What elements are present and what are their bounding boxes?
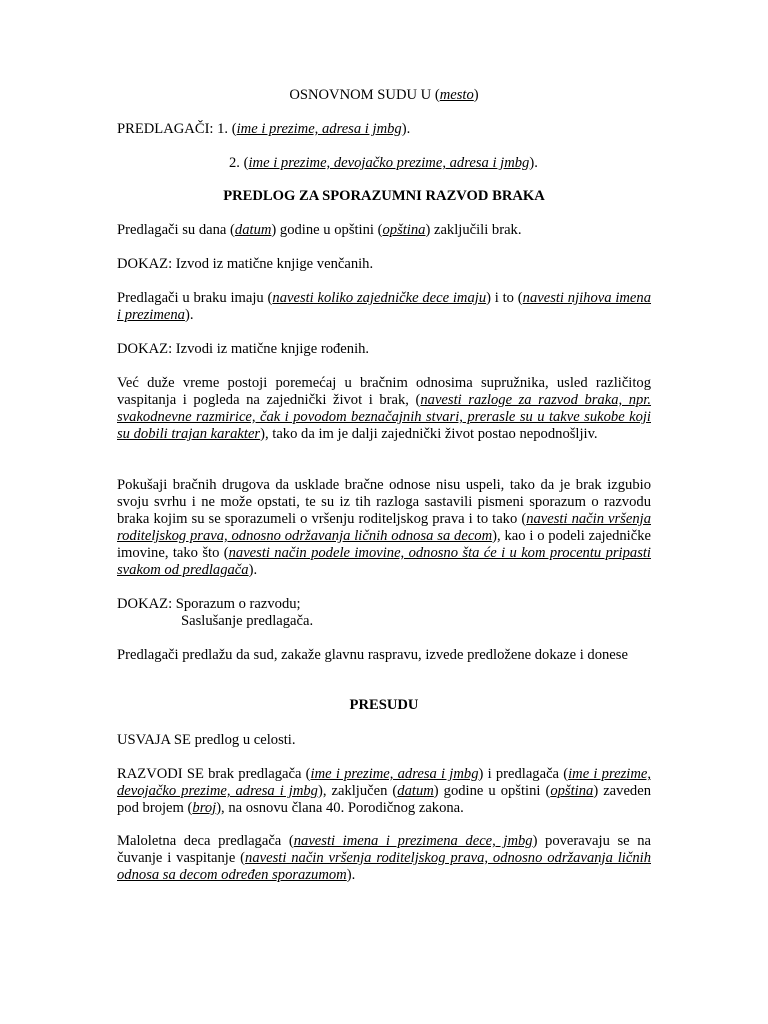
text: ), zaključen (	[317, 783, 398, 799]
children-names-placeholder: navesti imena i prezimena dece, jmbg	[293, 833, 533, 849]
proof-3-line-1: DOKAZ: Sporazum o razvodu;	[117, 596, 301, 612]
text: ) poveravaju se na čuvanje i vaspitanje (	[117, 833, 651, 866]
petitioner-1-line	[117, 121, 651, 138]
petitioner-1-placeholder: ime i prezime, adresa i jmbg	[236, 121, 402, 137]
petitioner-2-placeholder: ime i prezime, devojačko prezime, adresa i jmbg	[248, 155, 530, 171]
court-place-placeholder: mesto	[439, 87, 474, 103]
divorce-reasons-placeholder: navesti razloge za razvod braka, npr. svakodnevne razmirice, čak i povodom beznačajnih stvari, prerasle su u takve sukobe koji su dobili trajan karakter	[117, 392, 652, 442]
text: ).	[248, 562, 258, 578]
children-count-placeholder: navesti koliko zajedničke dece imaju	[272, 290, 487, 306]
paragraph-minors	[117, 833, 651, 884]
municipality-placeholder: opština	[382, 222, 426, 238]
court-prefix: OSNOVNOM SUDU U (	[289, 87, 440, 103]
date-placeholder: datum	[397, 783, 434, 799]
text: ) godine u opštini (	[433, 783, 551, 799]
custody-placeholder: navesti način vršenja roditeljskog prava, odnosno održavanja ličnih odnosa sa decom	[117, 511, 651, 544]
custody-placeholder: navesti način vršenja roditeljskog prava, odnosno održavanja ličnih odnosa sa decom određen sporazumom	[117, 850, 651, 883]
paragraph-children	[117, 290, 651, 324]
petitioner-1-end: ).	[401, 121, 411, 137]
proof-3	[117, 596, 651, 630]
petitioner-2-prefix: 2. (	[229, 155, 249, 171]
text: ).	[184, 307, 194, 323]
verdict-accept: USVAJA SE predlog u celosti.	[117, 732, 296, 748]
paragraph-agreement	[117, 477, 651, 579]
paragraph-divorce	[117, 766, 651, 817]
text: ), tako da im je dalji zajednički život postao nepodnošljiv.	[260, 426, 598, 442]
document-title: PREDLOG ZA SPORAZUMNI RAZVOD BRAKA	[223, 188, 545, 204]
text: Već duže vreme postoji poremećaj u bračnim odnosima supružnika, usled različitog vaspitanja i pogleda na zajednički život i brak, (	[117, 375, 651, 408]
date-placeholder: datum	[234, 222, 272, 238]
verdict-title: PRESUDU	[349, 697, 419, 713]
text: Predlagači su dana (	[117, 222, 235, 238]
text: ), kao i o podeli zajedničke imovine, tako što (	[117, 528, 651, 561]
proof-2: DOKAZ: Izvodi iz matične knjige rođenih.	[117, 341, 370, 357]
children-names-placeholder: navesti njihova imena i prezimena	[117, 290, 652, 323]
text: Pokušaji bračnih drugova da usklade bračne odnose nisu uspeli, tako da je brak izgubio svoju svrhu i ne može opstati, te su iz tih razloga sastavili pismeni sporazum o razvodu braka kojim su se sporazumeli o vršenju roditeljskog prava i to tako (	[117, 477, 651, 527]
text: Maloletna deca predlagača (	[117, 833, 294, 849]
court-suffix: )	[473, 87, 479, 103]
proof-1: DOKAZ: Izvod iz matične knjige venčanih.	[117, 256, 374, 272]
municipality-placeholder: opština	[550, 783, 594, 799]
text: Predlagači u braku imaju (	[117, 290, 273, 306]
text: ) zaveden pod brojem (	[117, 783, 651, 816]
paragraph-request: Predlagači predlažu da sud, zakaže glavnu raspravu, izvede predložene dokaze i donese	[117, 647, 628, 663]
text: ) godine u opštini (	[271, 222, 383, 238]
text: ) i predlagača (	[478, 766, 569, 782]
text: ).	[346, 867, 356, 883]
property-division-placeholder: navesti način podele imovine, odnosno šta će i u kom procentu pripasti svakom od predlagača	[117, 545, 651, 578]
petitioner-2-line	[229, 155, 659, 172]
text: ) zaključili brak.	[425, 222, 522, 238]
registry-number-placeholder: broj	[192, 800, 217, 816]
petitioners-label: PREDLAGAČI: 1. (	[117, 121, 237, 137]
text: ), na osnovu člana 40. Porodičnog zakona.	[216, 800, 464, 816]
petitioner-1-placeholder: ime i prezime, adresa i jmbg	[310, 766, 479, 782]
proof-3-line-2: Saslušanje predlagača.	[181, 613, 314, 629]
petitioner-2-end: ).	[529, 155, 538, 171]
court-line	[117, 87, 651, 104]
text: ) i to (	[486, 290, 523, 306]
petitioner-2-placeholder: ime i prezime, devojačko prezime, adresa i jmbg	[117, 766, 651, 799]
paragraph-marriage	[117, 222, 651, 239]
paragraph-disorder	[117, 375, 651, 443]
text: RAZVODI SE brak predlagača (	[117, 766, 311, 782]
